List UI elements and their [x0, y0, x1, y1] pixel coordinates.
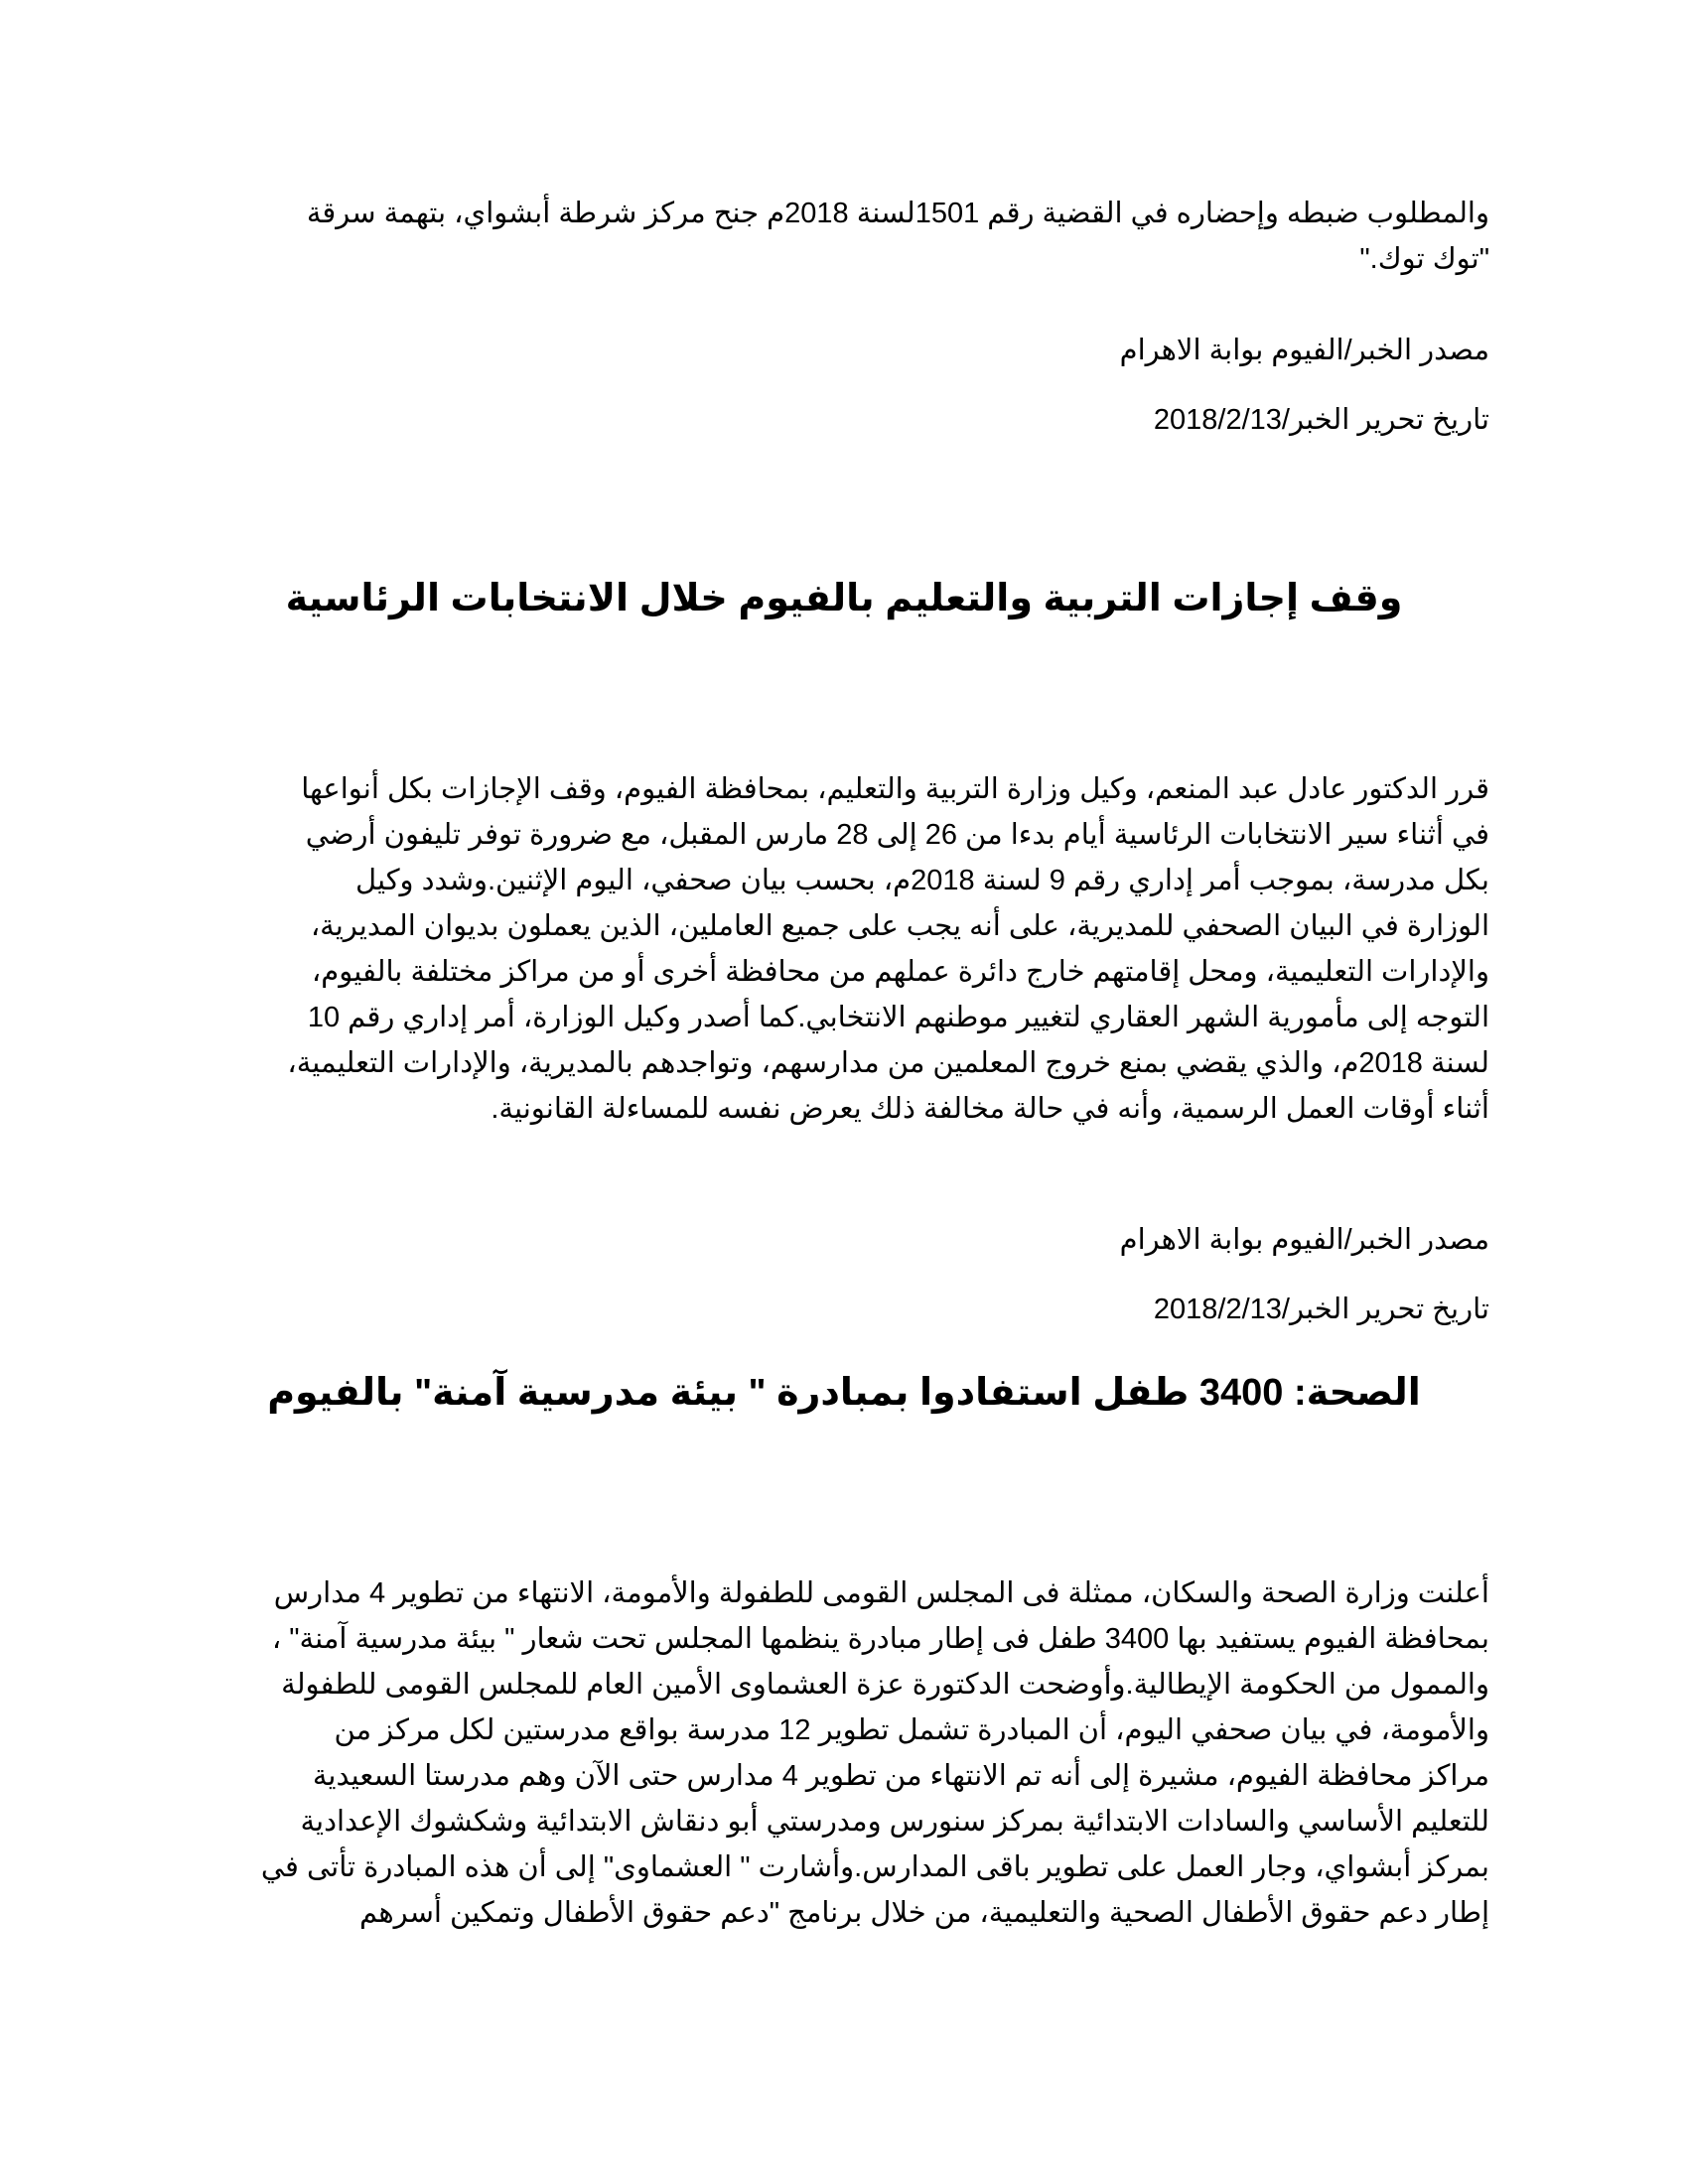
text-line: بمحافظة الفيوم يستفيد بها 3400 طفل فى إطار مبادرة ينظمها المجلس تحت شعار " بيئة مدرسية آمنة" ،	[271, 1623, 1489, 1655]
text-line: بكل مدرسة، بموجب أمر إداري رقم 9 لسنة 2018م، بحسب بيان صحفي، اليوم الإثنين.وشدد وكيل	[354, 865, 1489, 896]
text-line: قرر الدكتور عادل عبد المنعم، وكيل وزارة التربية والتعليم، بمحافظة الفيوم، وقف الإجازات بكل أنواعها	[301, 773, 1489, 805]
article-title: وقف إجازات التربية والتعليم بالفيوم خلال الانتخابات الرئاسية	[285, 578, 1403, 619]
text-line: الوزارة في البيان الصحفي للمديرية، على أنه يجب على جميع العاملين، الذين يعملون بديوان المديرية،	[310, 910, 1489, 942]
text-line: والممول من الحكومة الإيطالية.وأوضحت الدكتورة عزة العشماوى الأمين العام للمجلس القومى للطفولة	[281, 1669, 1489, 1701]
text-line: لسنة 2018م، والذي يقضي بمنع خروج المعلمين من مدارسهم، وتواجدهم بالمديرية، والإدارات التعليمية،	[287, 1047, 1489, 1079]
article-title: الصحة: 3400 طفل استفادوا بمبادرة " بيئة مدرسية آمنة" بالفيوم	[267, 1372, 1421, 1414]
text-line: مراكز محافظة الفيوم، مشيرة إلى أنه تم الانتهاء من تطوير 4 مدارس حتى الآن وهم مدرستا السعيدية	[312, 1760, 1489, 1792]
news-date: تاريخ تحرير الخبر/2018/2/13	[1153, 1294, 1489, 1325]
news-date: تاريخ تحرير الخبر/2018/2/13	[1153, 404, 1489, 436]
text-line: والمطلوب ضبطه وإحضاره في القضية رقم 1501لسنة 2018م جنح مركز شرطة أبشواي، بتهمة سرقة	[306, 198, 1489, 229]
intro-paragraph	[189, 191, 1489, 282]
news-source: مصدر الخبر/الفيوم بوابة الاهرام	[1119, 1224, 1489, 1256]
text-line: بمركز أبشواي، وجار العمل على تطوير باقى المدارس.وأشارت " العشماوى" إلى أن هذه المبادرة تأتى في	[260, 1851, 1489, 1883]
article-body	[189, 1570, 1489, 1936]
article-body	[189, 766, 1489, 1132]
text-line: للتعليم الأساسي والسادات الابتدائية بمركز سنورس ومدرستي أبو دنقاش الابتدائية وشكشوك الإعدادية	[300, 1806, 1489, 1838]
text-line: أعلنت وزارة الصحة والسكان، ممثلة فى المجلس القومى للطفولة والأمومة، الانتهاء من تطوير 4 مدارس	[273, 1577, 1489, 1609]
text-line: في أثناء سير الانتخابات الرئاسية أيام بدءا من 26 إلى 28 مارس المقبل، مع ضرورة توفر تليفون أرضي	[305, 819, 1489, 851]
text-line: والإدارات التعليمية، ومحل إقامتهم خارج دائرة عملهم من محافظة أخرى أو من مراكز مختلفة بالفيوم،	[311, 956, 1489, 988]
text-line: التوجه إلى مأمورية الشهر العقاري لتغيير موطنهم الانتخابي.كما أصدر وكيل الوزارة، أمر إداري رقم 10	[307, 1002, 1489, 1033]
text-line: أثناء أوقات العمل الرسمية، وأنه في حالة مخالفة ذلك يعرض نفسه للمساءلة القانونية.	[491, 1093, 1489, 1125]
text-line: "توك توك."	[1359, 243, 1489, 275]
text-line: إطار دعم حقوق الأطفال الصحية والتعليمية، من خلال برنامج "دعم حقوق الأطفال وتمكين أسرهم	[359, 1897, 1489, 1929]
text-line: والأمومة، في بيان صحفي اليوم، أن المبادرة تشمل تطوير 12 مدرسة بواقع مدرستين لكل مركز من	[334, 1714, 1489, 1746]
news-source: مصدر الخبر/الفيوم بوابة الاهرام	[1119, 335, 1489, 366]
